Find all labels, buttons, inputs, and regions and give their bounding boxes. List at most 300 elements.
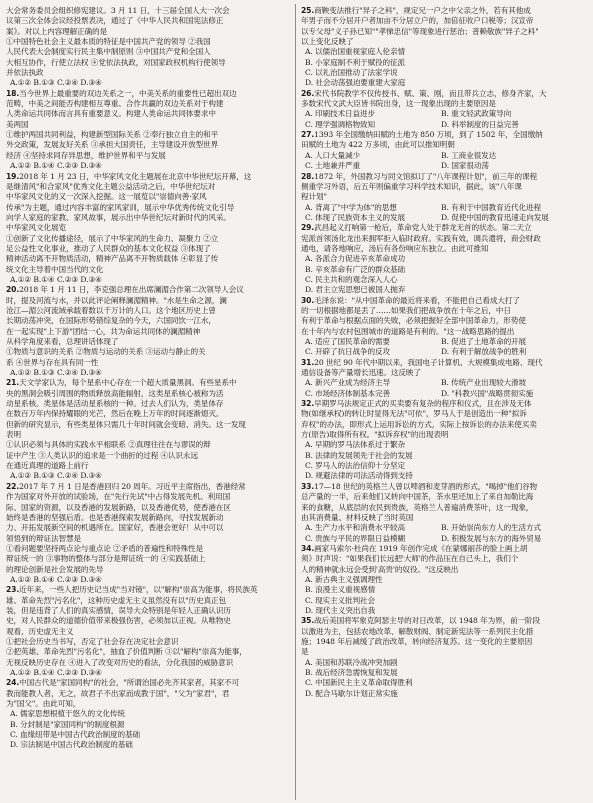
text-line	[6, 409, 289, 419]
question-text: 17—18 世纪的英格兰人曾以啤酒和麦芽酒的形式，"喝掉"他们谷物	[314, 481, 538, 491]
line-text: 统文化主导着中国当代的文化	[6, 264, 104, 274]
answer-option-line	[301, 668, 587, 678]
line-text: C. 理学强调格物致知	[305, 119, 376, 129]
line-text: C. 贵族与平民的界限日益模糊	[305, 533, 405, 543]
line-text: 田赋的土地为 422 万多顷，由此可以推知明朝	[301, 140, 455, 150]
text-line	[6, 699, 289, 709]
line-text: A. 印刷技术日益进步	[305, 109, 375, 119]
answer-option-line	[301, 585, 587, 595]
text-line	[6, 616, 289, 626]
text-line	[301, 513, 587, 523]
question-stem-line	[6, 585, 289, 595]
line-text: C. 以礼治国推动了法家学说	[305, 68, 398, 78]
line-text: 是	[301, 647, 309, 657]
line-text: 在十年内与农村包围城市的道路是有利的。"这一战略思路的提出	[301, 326, 515, 336]
line-text: C. 血缘纽带是中国古代政治制度的基础	[10, 730, 140, 740]
right-column	[301, 6, 587, 699]
answer-option-line	[301, 151, 587, 161]
line-text: 物(如继承权)的转让时显得无法"可依"，罗马人于是创造出一种"拟诉	[301, 409, 527, 419]
line-text: 动星系核。类星体是活动星系核的一种。过去人们认为，类星体存	[6, 399, 224, 409]
line-text: 央的黑洞会吸引周围的物质释放高能辐射，这类星系核心被称为活	[6, 388, 224, 398]
line-text: 无视反映历史存在 ④进入了改变对历史的看法，分化我国的威胁意识	[6, 657, 234, 667]
question-number: 28.	[301, 171, 315, 181]
line-text: A. 新兴产业成为经济主导	[305, 378, 390, 388]
question-stem-line	[301, 399, 587, 409]
question-stem-line	[6, 482, 289, 492]
text-line	[6, 99, 289, 109]
line-text: A. 生产力水平和消费水平较高	[305, 523, 405, 533]
text-line	[6, 234, 289, 244]
question-stem-line	[301, 130, 587, 140]
question-stem-line	[301, 172, 587, 182]
line-text: C. 罗马人的法治信仰十分坚定	[305, 461, 405, 471]
line-text: 大相互协作，行使立法权 ④党依法执政，对国家政权机构行使领导	[6, 57, 226, 67]
text-line	[6, 606, 289, 616]
answer-option-line	[301, 47, 587, 57]
text-line	[6, 151, 289, 161]
question-stem-line	[6, 378, 289, 388]
text-line	[6, 389, 289, 399]
line-text: 通信设备等产量增长迅速。这反映了	[301, 368, 421, 378]
line-text: A. 以儒治国重视家庭人伦亲情	[305, 47, 405, 57]
text-line	[6, 492, 289, 502]
line-text: C. 市场经济体制基本完善	[305, 388, 391, 398]
question-number: 26.	[301, 88, 315, 98]
question-text: 天文学家认为，每个星系中心存在一个超大质量黑洞。有些星系中	[19, 378, 237, 388]
line-text: D. 规避法律的司法活动得到支持	[305, 471, 413, 481]
question-stem-line	[6, 285, 289, 295]
line-text: 施；1948 年后减缓了政治改革，转向经济复苏。这一变化的主要原因	[301, 636, 533, 646]
answer-option-line	[301, 285, 587, 295]
answer-option-line	[301, 58, 587, 68]
text-line	[6, 565, 289, 575]
question-stem-line	[301, 223, 587, 233]
question-text: 当今世界上最重要的双边关系之一，中美关系的重要性已超出双边	[19, 88, 237, 98]
text-line	[6, 440, 289, 450]
answer-option-line	[6, 730, 289, 740]
line-text: 范畴，中美之间能否构建相互尊重、合作共赢的双边关系对于构建	[6, 99, 224, 109]
line-text: 史，对人民群众的道德价值带来极强伤害，必须加以正视。从唯物史	[6, 616, 231, 626]
text-line	[6, 554, 289, 564]
question-text: 20 世纪 90 年代中期以来，我国电子计算机、大规模集成电路、现代	[314, 357, 543, 367]
text-line	[6, 316, 289, 326]
left-column	[6, 6, 289, 751]
answer-option-right: B. 重文轻武政策导向	[441, 109, 512, 119]
line-text: 方(原告)取得所有权。"拟诉弃权"的出现表明	[301, 430, 449, 440]
text-line	[6, 637, 289, 647]
question-stem-line	[301, 482, 587, 492]
text-line	[6, 420, 289, 430]
question-stem-line	[301, 544, 587, 554]
text-line	[301, 306, 587, 316]
line-text: 多数宋代文武大臣皆书院出身，这一现象出现的主要原因是	[301, 99, 496, 109]
text-line	[6, 461, 289, 471]
line-text: 人民代表大会制度实行民主集中制原则 ③中国共产党和全国人	[6, 47, 211, 57]
question-number: 22.	[6, 481, 20, 491]
question-stem-line	[6, 172, 289, 182]
line-text: 宪派首领汤化龙出来拥军拒入临时政府。实践有效，调兵遣将，商会财政	[301, 233, 541, 243]
text-line	[6, 254, 289, 264]
line-text: A.①② B.①④ C.②③ D.③④	[10, 668, 102, 677]
line-text: ①中国特色社会主义最本质的特征是中国共产党的领导 ②我国	[6, 37, 211, 47]
line-text: 经济 ④坚持求同存异思想，维护世界和平与发展	[6, 150, 166, 160]
line-text: A.①② B.①③ C.②④ D.③④	[10, 78, 102, 88]
line-text: D. 君主立宪思想已被国人抛弃	[305, 285, 406, 295]
line-text: 人的精神就永远会受到'高贵'的奴役。"这反映出	[301, 564, 459, 574]
text-line	[6, 689, 289, 699]
line-text: 总产量的一半，后来他们又转向中国茶，茶水里还加上了来自加勒比海	[301, 492, 534, 502]
answer-option-line	[301, 689, 587, 699]
text-line	[6, 534, 289, 544]
question-stem-line	[6, 89, 289, 99]
answer-option-line	[301, 120, 587, 130]
text-line	[6, 192, 289, 202]
answer-option-line	[301, 109, 587, 119]
question-text: 商鞅变法推行"异子之科"，规定兄一户之中父亲之外，若有其他成	[314, 6, 531, 15]
text-line	[301, 647, 587, 657]
answer-option-line	[301, 68, 587, 78]
question-stem-line	[301, 616, 587, 626]
question-text: 武昌起义打响第一枪后，革命党人处于群龙无首的状态。第二天立	[314, 223, 532, 233]
text-line	[301, 492, 587, 502]
answer-option-right: B. 有利于中国教育近代化进程	[441, 202, 542, 212]
question-text: 早期罗马法规定正式的买卖要有复杂的程序和仪式，且在涉及无体	[314, 399, 532, 409]
line-text: 始终是香港的坚强后盾。也是香港探索发展新路向，寻找发展新动	[6, 512, 224, 522]
text-line	[6, 265, 289, 275]
answer-option-line	[301, 161, 587, 171]
line-text: C. 民主共和的观念深入人心	[305, 274, 398, 284]
text-line	[6, 523, 289, 533]
question-number: 20.	[6, 285, 20, 295]
line-text: 美两国	[6, 119, 29, 129]
text-line	[6, 6, 289, 16]
line-text: A. 各派合力促进辛亥革命成功	[305, 254, 405, 264]
line-text: 辩证统一的 ③事物的整体与部分是辩证统一的 ④实践基础上	[6, 554, 206, 564]
answer-option-line	[6, 709, 289, 719]
text-line	[301, 140, 587, 150]
text-line	[6, 130, 289, 140]
text-line	[6, 244, 289, 254]
answer-option-line	[301, 378, 587, 388]
text-line	[6, 596, 289, 606]
question-text: 宋代书院教学不仅传授书、赋、策、刚，而且带兵立志，修身齐家，大	[314, 88, 547, 98]
line-text: 作为国家对外开放的试验场，在"先行先试"中占得发展先机。利用国	[6, 492, 231, 502]
answer-option-right: B. 开始崇尚东方人的生活方式	[441, 523, 542, 533]
answer-option-right: B. 工商业很发达	[441, 150, 497, 160]
text-line	[301, 99, 587, 109]
text-line	[6, 203, 289, 213]
question-stem-line	[301, 6, 587, 16]
line-text: 在数百万年内保持耀眼的光芒，然后在晚上万年的时间逐渐熄灭。	[6, 409, 224, 419]
line-text: D. 配合马歇尔计划正常实施	[305, 688, 398, 698]
answer-option-line	[301, 347, 587, 357]
text-line	[301, 503, 587, 513]
question-number: 27.	[301, 130, 315, 140]
question-number: 19.	[6, 171, 20, 181]
line-text: 时，提及河流与水，并以此评论阐释澜湄精神。"水是生命之源，澜	[6, 295, 227, 305]
text-line	[301, 627, 587, 637]
line-text: C. 现实主义批判社会	[305, 595, 376, 605]
column-divider	[295, 4, 296, 800]
line-text: 向学人家庭的家教、家风故事，展示出中华世纪坛对新时代的风采。	[6, 212, 231, 222]
question-text: 1393 年全国缴纳田赋的土地为 850 万顷，到了 1502 年，全国缴纳	[314, 130, 543, 140]
text-line	[301, 182, 587, 192]
answer-option-line	[301, 678, 587, 688]
line-text: A. 人口大量减少	[305, 150, 360, 160]
line-text: C. 体现了民族资本主义的发展	[305, 212, 405, 222]
answer-option-line	[301, 440, 587, 450]
answer-option-line	[6, 575, 289, 585]
question-number: 30.	[301, 295, 315, 305]
line-text: 为"国父"。由此可知，	[6, 699, 81, 709]
text-line	[301, 368, 587, 378]
line-text: 教而能教人者，无之，故君子不出家而成教于国"，"父为"家君"，君	[6, 688, 230, 698]
text-line	[6, 347, 289, 357]
question-text: 画家马索尔·杜尚在 1919 年创作完成《在蒙娜丽莎的脸上画上胡	[314, 543, 528, 553]
text-line	[6, 627, 289, 637]
line-text: 传承"为主题，通过内容丰富的家风家训，展示中华优秀传统文化引导	[6, 202, 235, 212]
line-text: ①认识必须与具体的实践水平相联系 ②真理往往在与谬误的辩	[6, 440, 211, 450]
question-stem-line	[6, 678, 289, 688]
answer-option-right: B. 促进了土地革命的开展	[441, 337, 527, 346]
line-text: 以激进为主，包括农地改革、解散财阀、制定新宪法等一系列民主化措	[301, 626, 534, 636]
text-line	[301, 637, 587, 647]
line-text: ①物质与意识的关系 ②物质与运动的关系 ③运动与静止的关	[6, 347, 206, 357]
question-stem-line	[301, 89, 587, 99]
answer-option-line	[301, 575, 587, 585]
line-text: B. 辛亥革命有广泛的群众基础	[305, 264, 406, 274]
question-stem-line	[301, 296, 587, 306]
line-text: 须》时声说："如果我们长远把'大师'的作品压在自己头上，我们个	[301, 554, 519, 564]
text-line	[301, 234, 587, 244]
text-line	[301, 554, 587, 564]
text-line	[6, 37, 289, 47]
line-text: ①创新了文化传播途径，展示了中华家风的生命力、凝聚力 ②立	[6, 233, 219, 243]
answer-option-right: D. 科举制度的日益完善	[441, 119, 519, 129]
text-line	[301, 244, 587, 254]
answer-option-line	[6, 368, 289, 378]
line-text: 侧重学习外语，后五年则偏重学习科学技术知识，据此，该"八年课	[301, 181, 522, 191]
text-line	[301, 430, 587, 440]
text-line	[6, 27, 289, 37]
line-text: B. 小家庭制不利于赋役的征派	[305, 57, 406, 67]
line-text: 中华家风文化的又一次深入挖掘。这一展览以"崇德向善·家风	[6, 192, 207, 202]
text-line	[301, 565, 587, 575]
line-text: B. 分封制是"家国同构"的制度根源	[10, 719, 125, 729]
question-number: 33.	[301, 481, 315, 491]
line-text: 的理论创新是社会发展的先导	[6, 564, 104, 574]
line-text: 程计划"	[301, 192, 327, 202]
answer-option-line	[301, 265, 587, 275]
line-text: 由其消费量、材料反映了当时英国	[301, 512, 414, 522]
line-text: D. 现代主义突出自我	[305, 605, 376, 615]
text-line	[6, 430, 289, 440]
line-text: 沧江—湄公河流域承载着数以千万计的人口。这个地区历史上曾	[6, 305, 216, 315]
line-text: 雄、革命先烈"污名化"，这种历史虚无主义虽然没有以"历史真正包	[6, 595, 227, 605]
line-text: 足公益性文化事业，推动了人民群众的基本文化权益 ③体现了	[6, 243, 211, 253]
line-text: A.①② B.①④ C.②③ D.③④	[10, 274, 102, 284]
line-text: 长期动荡冲突，在国际形势错综复杂的今天，六国同饮一江水，	[6, 316, 216, 326]
line-text: ①维护两国共同利益，构建新型国际关系 ②奉行独立自主的和平	[6, 130, 219, 140]
question-number: 31.	[301, 357, 315, 367]
line-text: A. 美国和苏联冷战冲突加剧	[305, 657, 398, 667]
answer-option-right: D. 国家很动荡	[441, 161, 489, 171]
answer-option-right: D. 有利于解放战争的胜利	[441, 347, 527, 357]
text-line	[6, 223, 289, 233]
line-text: A. 儒家思想根植于悠久的文化传统	[10, 709, 125, 719]
text-line	[6, 451, 289, 461]
question-text: 2017 年 7 月 1 日是香港回归 20 周年。习近平主席指出，香港经常	[19, 481, 246, 491]
question-text: 战后美国将军象克阿瑟主导的对日改革，以 1948 年为界，前一阶段	[314, 616, 541, 626]
line-text: 通电，请各地响应，汤后有各份响应东独立。由此可推知	[301, 243, 489, 253]
line-text: 表明	[6, 430, 21, 440]
question-number: 23.	[6, 585, 20, 595]
text-line	[6, 647, 289, 657]
text-line	[301, 327, 587, 337]
answer-option-line	[301, 451, 587, 461]
line-text: A.①② B.①④ C.②③ D.③④	[10, 574, 102, 584]
question-text: 近年来，一些人把历史记当成"当对镜"，以"解构"崇高为能事，将民族英	[19, 585, 258, 595]
line-text: 年男子而不分居开户者加亩不分居立户的，加倍征收户口税等；汉宣帝	[301, 16, 534, 26]
line-text: 证中产生 ③人类认识的追求是一个曲折的过程 ④认识永远	[6, 450, 198, 460]
line-text: ②把英雄、革命先烈"污名化"，抽血了价值判断 ③以"解构"崇高为能事，	[6, 647, 247, 657]
answer-option-line	[6, 471, 289, 481]
line-text: 从科学角度来看，总理讲话体现了	[6, 337, 119, 346]
text-line	[6, 513, 289, 523]
question-number: 25.	[301, 6, 315, 15]
line-text: A. 背离了"中学为体"的思想	[305, 202, 397, 212]
line-text: 中华家风文化展览	[6, 223, 66, 233]
question-number: 24.	[6, 678, 20, 688]
answer-option-right: D. 促使中国的教育迅速走向发展	[441, 212, 549, 222]
line-text: 议第三次全体会议经投票表决，通过了《中华人民共和国宪法修正	[6, 16, 224, 26]
line-text: B. 法律的发展领先于社会的发展	[305, 450, 413, 460]
text-line	[301, 16, 587, 26]
line-text: 以上变化反映了	[301, 37, 354, 47]
line-text: A. 适应了国民革命的需要	[305, 337, 390, 346]
question-text: 中国古代是"家国同构"的社会，"所谓治国必先齐其家者，其家不可	[19, 678, 240, 688]
answer-option-right: D. "科教兴国"战略贯彻实施	[441, 388, 534, 398]
line-text: 是继清风"和合家风"优秀文化主题公益活动之后，中华世纪坛对	[6, 181, 216, 191]
text-line	[6, 503, 289, 513]
text-line	[6, 544, 289, 554]
answer-option-line	[301, 254, 587, 264]
line-text: 际、国家的资源，以及香港的发展新路，以及香港优势，使香港在区	[6, 502, 231, 512]
line-text: 观看，历史虚无主义	[6, 626, 74, 636]
line-text: 在通近真理的道路上前行	[6, 461, 89, 471]
text-line	[301, 409, 587, 419]
text-line	[6, 306, 289, 316]
question-number: 32.	[301, 399, 315, 409]
line-text: 精神活动离不开物质活动，精神产品离不开物质载体 ④彰显了传	[6, 254, 219, 264]
line-text: ①看问题要坚持两点论与重点论 ②矛盾的普遍性和特殊性是	[6, 543, 204, 553]
question-text: 2018 年 1 月 23 日，中华家风文化主题展在北京中华世纪坛开幕，这	[19, 171, 252, 181]
answer-option-line	[6, 668, 289, 678]
answer-option-line	[301, 523, 587, 533]
line-text: 在一起实现"上下游"团结一心，共为命运共同体的澜湄精神	[6, 326, 201, 336]
text-line	[6, 358, 289, 368]
answer-option-line	[301, 389, 587, 399]
text-line	[301, 27, 587, 37]
line-text: 并依法执政	[6, 68, 44, 78]
line-text: 系 ④世界与存在具有同一性	[6, 357, 99, 367]
answer-option-line	[301, 275, 587, 285]
line-text: 的一切根据地都是丢了……如果我们把战争放在十年之后，中日	[301, 305, 511, 315]
answer-option-line	[301, 534, 587, 544]
answer-option-line	[301, 78, 587, 88]
question-number: 35.	[301, 616, 315, 626]
line-text: 大会常务委员会组织修宪建议。3 月 11 日，十三届全国人大一次会	[6, 6, 230, 15]
text-line	[6, 109, 289, 119]
question-text: 毛泽东说："从中国革命的最近将来看，不能把自己看成大打了	[314, 295, 520, 305]
answer-option-line	[301, 203, 587, 213]
answer-option-line	[6, 720, 289, 730]
answer-option-line	[301, 606, 587, 616]
line-text: 领悟到的辩证法智慧是	[6, 533, 81, 543]
question-stem-line	[301, 358, 587, 368]
question-number: 29.	[301, 223, 315, 233]
text-line	[301, 316, 587, 326]
text-line	[301, 420, 587, 430]
line-text: 弃权"的办法，即形式上运用诉讼的方式，实际上按诉讼的办法来使买卖	[301, 419, 537, 429]
line-text: A.①② B.①③ C.②④ D.③④	[10, 471, 102, 481]
question-number: 18.	[6, 88, 20, 98]
text-line	[6, 182, 289, 192]
line-text: C. 中国新民主主义革命取得胜利	[305, 678, 413, 688]
line-text: A.①② B.①③ C.②④ D.③④	[10, 368, 102, 378]
line-text: A.①② B.①④ C.②③ D.③④	[10, 161, 102, 171]
answer-option-line	[301, 471, 587, 481]
text-line	[6, 337, 289, 347]
line-text: D. 宗法制是中国古代政治制度的基础	[10, 740, 133, 750]
line-text: A. 新古典主义强调理性	[305, 574, 383, 584]
answer-option-right: D. 积极发展与东方的海外贸易	[441, 533, 542, 543]
question-text: 1872 年，外国教习与同文馆拟订了"八年课程计划"，前三年的课程	[314, 171, 538, 181]
question-number: 34.	[301, 543, 315, 553]
text-line	[301, 192, 587, 202]
line-text: A. 早期的罗马法体系过于繁杂	[305, 440, 405, 450]
line-text: 外交政策，发展友好关系 ③承担大国责任，主导建设开放型世界	[6, 140, 219, 150]
answer-option-line	[6, 78, 289, 88]
answer-option-line	[301, 596, 587, 606]
answer-option-line	[301, 337, 587, 347]
line-text: B. 战后经济急需恢复和发展	[305, 668, 398, 677]
text-line	[6, 120, 289, 130]
answer-option-line	[6, 161, 289, 171]
text-line	[6, 399, 289, 409]
answer-option-line	[6, 740, 289, 750]
line-text: 有利于革命与根据点面的失败，必须把握好全部中国革命力，形势使	[301, 316, 526, 326]
line-text: D. 社会动荡强迫要重建大家庭	[305, 78, 406, 88]
line-text: 案》。对以上内容理解正确的是	[6, 26, 108, 36]
answer-option-line	[301, 213, 587, 223]
question-text: 2018 年 1 月 11 日，李克强总理在出席澜湄合作第二次领导人会议	[19, 285, 244, 295]
answer-option-line	[301, 461, 587, 471]
text-line	[301, 37, 587, 47]
line-text: C. 开辟了抗日战争的反攻	[305, 347, 391, 357]
line-text: 力、开拓发展新空间的机遇所在。国家好，香港会更好！从中可以	[6, 523, 224, 533]
question-number: 21.	[6, 378, 20, 388]
text-line	[6, 296, 289, 306]
line-text: 来的食糖，从底层的农民到贵族，英格兰人普遍消费茶叶，这一现象，	[301, 502, 534, 512]
line-text: ①把社会历史当书写，否定了社会存在决定社会意识	[6, 636, 179, 646]
text-line	[6, 658, 289, 668]
answer-option-line	[301, 658, 587, 668]
text-line	[6, 68, 289, 78]
answer-option-right: B. 传统产业出现较大滑坡	[441, 378, 527, 388]
line-text: 以专父母"义子孙已知""孝悌忠信"等现象进行惩治；普赖敬族"异子之科"	[301, 26, 539, 36]
text-line	[6, 58, 289, 68]
